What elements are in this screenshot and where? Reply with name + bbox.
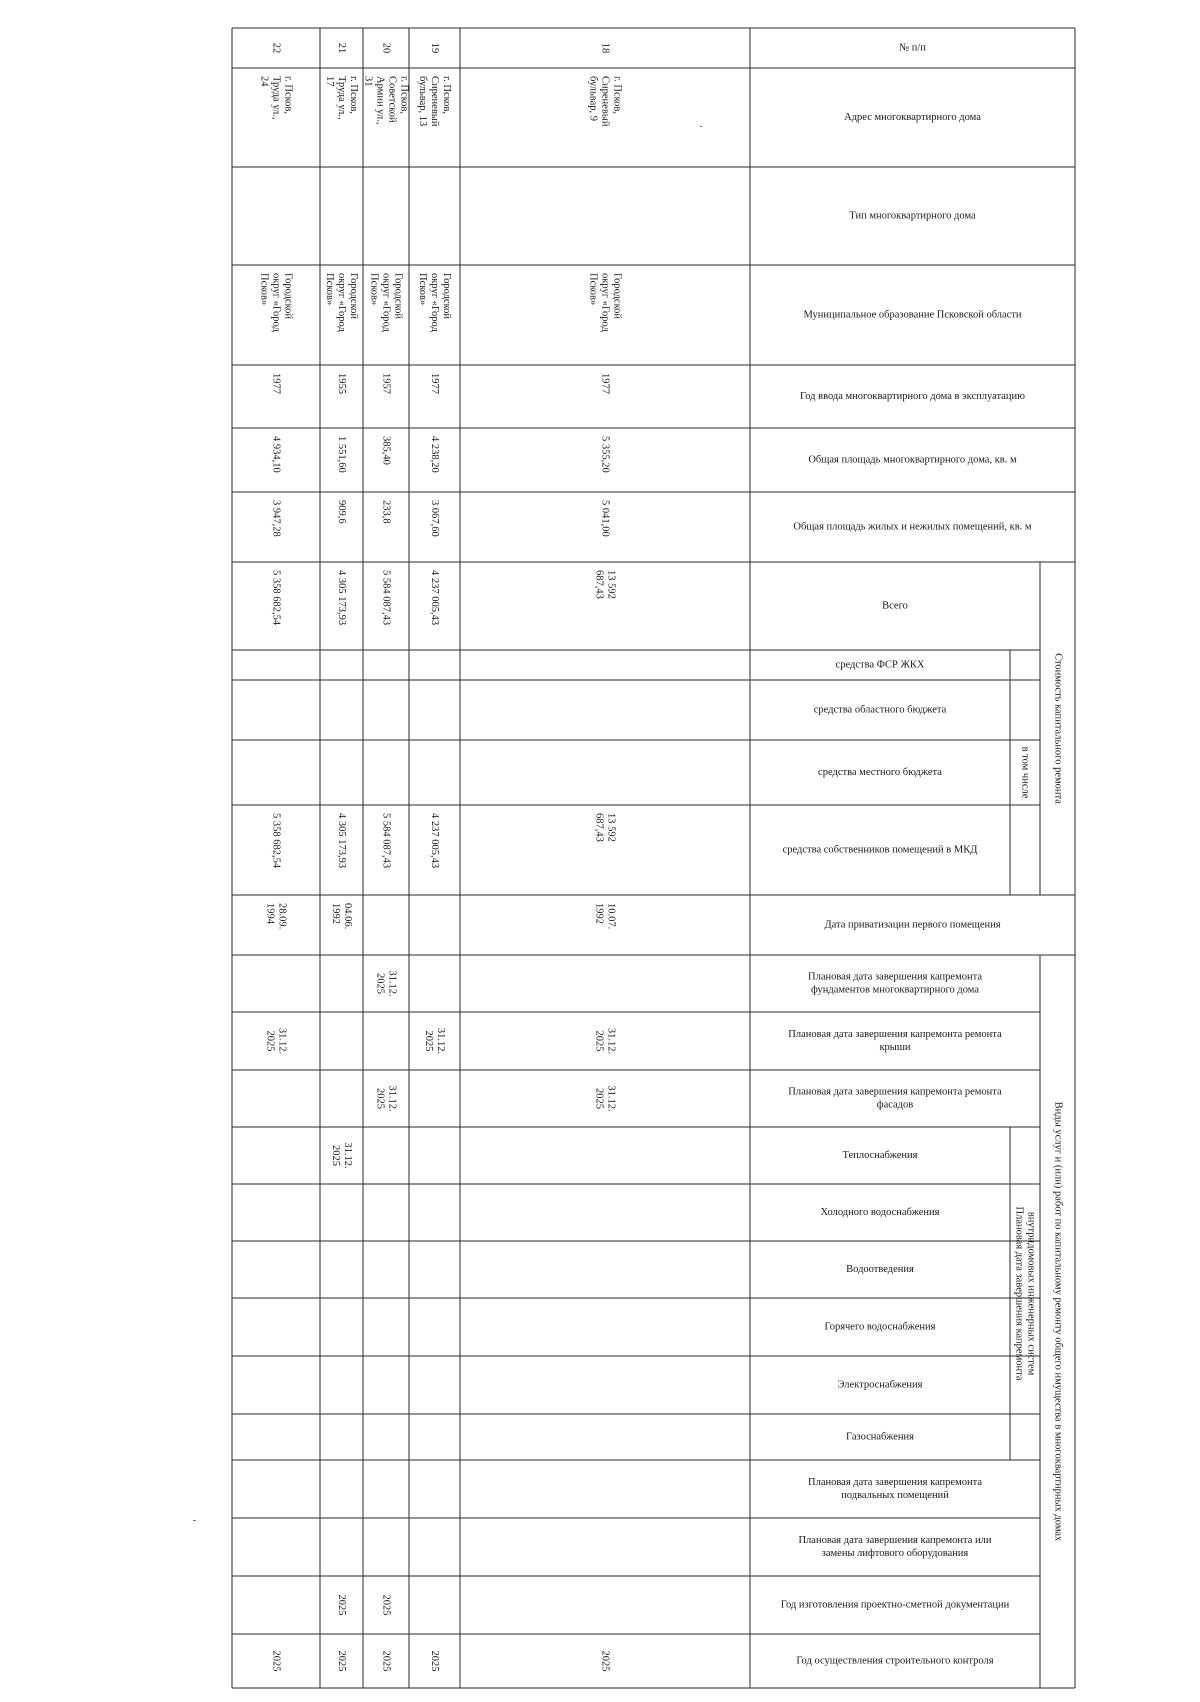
header-lift: Плановая дата завершения капремонта или: [798, 1534, 992, 1546]
cell-19-address: Сиреневый: [429, 76, 441, 127]
cell-22-num: 22: [270, 42, 282, 54]
header-facade: фасадов: [876, 1099, 914, 1111]
cell-22-address: Труда ул.,: [270, 76, 282, 120]
cell-22-address: г. Псков,: [282, 76, 294, 115]
cell-20-cost_total: 5 584 087,43: [380, 570, 392, 626]
cell-21-supervision: 2025: [336, 1650, 348, 1672]
header-electric: Электроснабжения: [837, 1379, 923, 1391]
cell-19-area_total: 4 238,20: [429, 436, 441, 473]
cell-22-privatization: 28.09.: [276, 903, 288, 930]
cell-21-cost_total: 4 305 173,93: [336, 570, 348, 626]
cell-20-municipality: Городской: [392, 273, 404, 320]
cell-18-num: 18: [599, 42, 611, 54]
header-design_docs: Год изготовления проектно-сметной документации: [780, 1599, 1010, 1611]
header-year: Год ввода многоквартирного дома в эксплуатацию: [800, 390, 1025, 402]
cell-18-municipality: Псков»: [587, 273, 599, 306]
scan-speck: [700, 126, 702, 127]
header-foundation: Плановая дата завершения капремонта: [808, 971, 982, 983]
cell-18-municipality: Городской: [611, 273, 623, 320]
cell-18-address: бульвар, 9: [587, 76, 599, 121]
header-basement: подвальных помещений: [841, 1489, 949, 1501]
cell-21-address: 17: [324, 76, 336, 87]
cell-20-num: 20: [380, 42, 392, 54]
header-cost_regional: средства областного бюджета: [813, 704, 947, 716]
cell-21-area_living: 909,6: [336, 500, 348, 524]
header-supervision: Год осуществления строительного контроля: [796, 1655, 994, 1667]
cell-18-cost_total: 13 592: [605, 570, 617, 599]
cell-18-area_living: 5 041,00: [599, 500, 611, 537]
cell-18-municipality: округ «Город: [599, 273, 611, 332]
cell-19-cost_total: 4 237 005,43: [429, 570, 441, 626]
header-cost_total: Всего: [882, 600, 908, 612]
cell-20-municipality: Псков»: [368, 273, 380, 306]
cell-21-address: г. Псков,: [348, 76, 360, 115]
cell-18-cost_total: 687,43: [593, 570, 605, 599]
cell-18-address: г. Псков,: [611, 76, 623, 115]
header-area_living: Общая площадь жилых и нежилых помещений, кв. м: [793, 521, 1032, 533]
cell-18-supervision: 2025: [599, 1650, 611, 1672]
cell-22-supervision: 2025: [270, 1650, 282, 1672]
cell-20-municipality: округ «Город: [380, 273, 392, 332]
cell-21-heat: 2025: [330, 1145, 342, 1166]
cell-18-cost_owners: 13 592: [605, 813, 617, 842]
cell-21-municipality: Городской: [348, 273, 360, 320]
header-roof: крыши: [879, 1041, 911, 1053]
cell-22-municipality: Псков»: [258, 273, 270, 306]
cell-20-address: Советской: [386, 76, 398, 123]
cell-19-num: 19: [429, 42, 441, 54]
cell-22-area_total: 4 934,10: [270, 436, 282, 473]
cell-18-year: 1977: [599, 373, 611, 394]
group-works-label: Виды услуг и (или) работ по капитальному ремонту общего имущества в многоквартирных домах: [1052, 1101, 1064, 1542]
cell-20-address: 31: [362, 76, 374, 87]
header-sewer: Водоотведения: [846, 1263, 914, 1275]
cell-22-municipality: Городской: [282, 273, 294, 320]
header-roof: Плановая дата завершения капремонта ремонта: [788, 1028, 1002, 1040]
cell-21-cost_owners: 4 305 173,93: [336, 813, 348, 869]
cell-21-privatization: 1992: [330, 903, 342, 924]
cell-18-roof: 2025: [593, 1030, 605, 1052]
cell-22-area_living: 3 947,28: [270, 500, 282, 537]
cell-20-design_docs: 2025: [380, 1594, 392, 1616]
cell-19-municipality: Городской: [441, 273, 453, 320]
cell-20-address: Армии ул.,: [374, 76, 386, 125]
header-type: Тип многоквартирного дома: [849, 210, 976, 222]
header-num: № п/п: [899, 42, 926, 54]
cell-20-foundation: 31.12.: [386, 970, 398, 997]
header-cold_water: Холодного водоснабжения: [820, 1206, 940, 1218]
cell-21-address: Труда ул.,: [336, 76, 348, 120]
cell-19-area_living: 3 067,60: [429, 500, 441, 537]
cell-21-privatization: 04.06.: [342, 903, 354, 930]
cell-19-municipality: Псков»: [417, 273, 429, 306]
cell-19-supervision: 2025: [429, 1650, 441, 1672]
cell-19-year: 1977: [429, 373, 441, 394]
cell-21-year: 1955: [336, 373, 348, 394]
group-including-label: в том числе: [1019, 746, 1031, 799]
cell-19-address: бульвар, 13: [417, 76, 429, 127]
header-area_total: Общая площадь многоквартирного дома, кв. м: [808, 454, 1017, 466]
scan-speck: [193, 1520, 196, 1521]
cell-18-privatization: 10.07.: [605, 903, 617, 930]
cell-18-privatization: 1992: [593, 903, 605, 924]
cell-21-num: 21: [336, 42, 348, 54]
cell-22-roof: 2025: [264, 1030, 276, 1052]
cell-22-address: 24: [258, 76, 270, 87]
header-cost_owners: средства собственников помещений в МКД: [782, 844, 978, 856]
group-cost-label: Стоимость капитального ремонта: [1052, 653, 1064, 804]
cell-20-year: 1957: [380, 373, 392, 394]
cell-21-area_total: 1 551,60: [336, 436, 348, 473]
cell-19-municipality: округ «Город: [429, 273, 441, 332]
cell-20-facade: 31.12.: [386, 1085, 398, 1112]
header-gas: Газоснабжения: [846, 1431, 914, 1443]
cell-19-roof: 31.12.: [435, 1027, 447, 1055]
header-heat: Теплоснабжения: [842, 1149, 918, 1161]
header-basement: Плановая дата завершения капремонта: [808, 1476, 982, 1488]
group-engineering-label: Плановая дата завершения капремонта: [1013, 1206, 1025, 1381]
header-hot_water: Горячего водоснабжения: [824, 1321, 936, 1333]
header-cost_local: средства местного бюджета: [818, 766, 942, 778]
cell-22-cost_total: 5 358 682,54: [270, 570, 282, 626]
header-address: Адрес многоквартирного дома: [844, 111, 981, 123]
header-foundation: фундаментов многоквартирного дома: [811, 984, 979, 996]
cell-18-address: Сиреневый: [599, 76, 611, 127]
header-cost_fsr: средства ФСР ЖКХ: [835, 659, 925, 671]
cell-21-municipality: округ «Город: [336, 273, 348, 332]
header-municipality: Муниципальное образование Псковской области: [803, 309, 1022, 321]
cell-22-cost_owners: 5 358 682,54: [270, 813, 282, 869]
cell-20-foundation: 2025: [374, 973, 386, 994]
cell-18-roof: 31.12.: [605, 1027, 617, 1055]
cell-21-design_docs: 2025: [336, 1594, 348, 1616]
cell-20-area_total: 385,40: [380, 436, 392, 465]
group-engineering-label: внутридомовых инженерных систем: [1025, 1211, 1037, 1376]
cell-20-supervision: 2025: [380, 1650, 392, 1672]
cell-20-address: г. Псков,: [398, 76, 410, 115]
header-facade: Плановая дата завершения капремонта ремонта: [788, 1086, 1002, 1098]
cell-21-municipality: Псков»: [324, 273, 336, 306]
cell-22-roof: 31.12.: [276, 1027, 288, 1055]
header-lift: замены лифтового оборудования: [821, 1547, 969, 1559]
cell-19-cost_owners: 4 237 005,43: [429, 813, 441, 869]
cell-18-facade: 31.12.: [605, 1085, 617, 1112]
cell-21-heat: 31.12.: [342, 1142, 354, 1169]
cell-22-year: 1977: [270, 373, 282, 394]
cell-18-area_total: 5 355,20: [599, 436, 611, 473]
cell-19-roof: 2025: [423, 1030, 435, 1052]
cell-20-area_living: 233,8: [380, 500, 392, 524]
cell-20-cost_owners: 5 584 087,43: [380, 813, 392, 869]
cell-22-privatization: 1994: [264, 903, 276, 924]
cell-20-facade: 2025: [374, 1088, 386, 1109]
cell-19-address: г. Псков,: [441, 76, 453, 115]
header-privatization: Дата приватизации первого помещения: [824, 919, 1001, 931]
cell-18-facade: 2025: [593, 1088, 605, 1109]
cell-18-cost_owners: 687,43: [593, 813, 605, 842]
cell-22-municipality: округ «Город: [270, 273, 282, 332]
